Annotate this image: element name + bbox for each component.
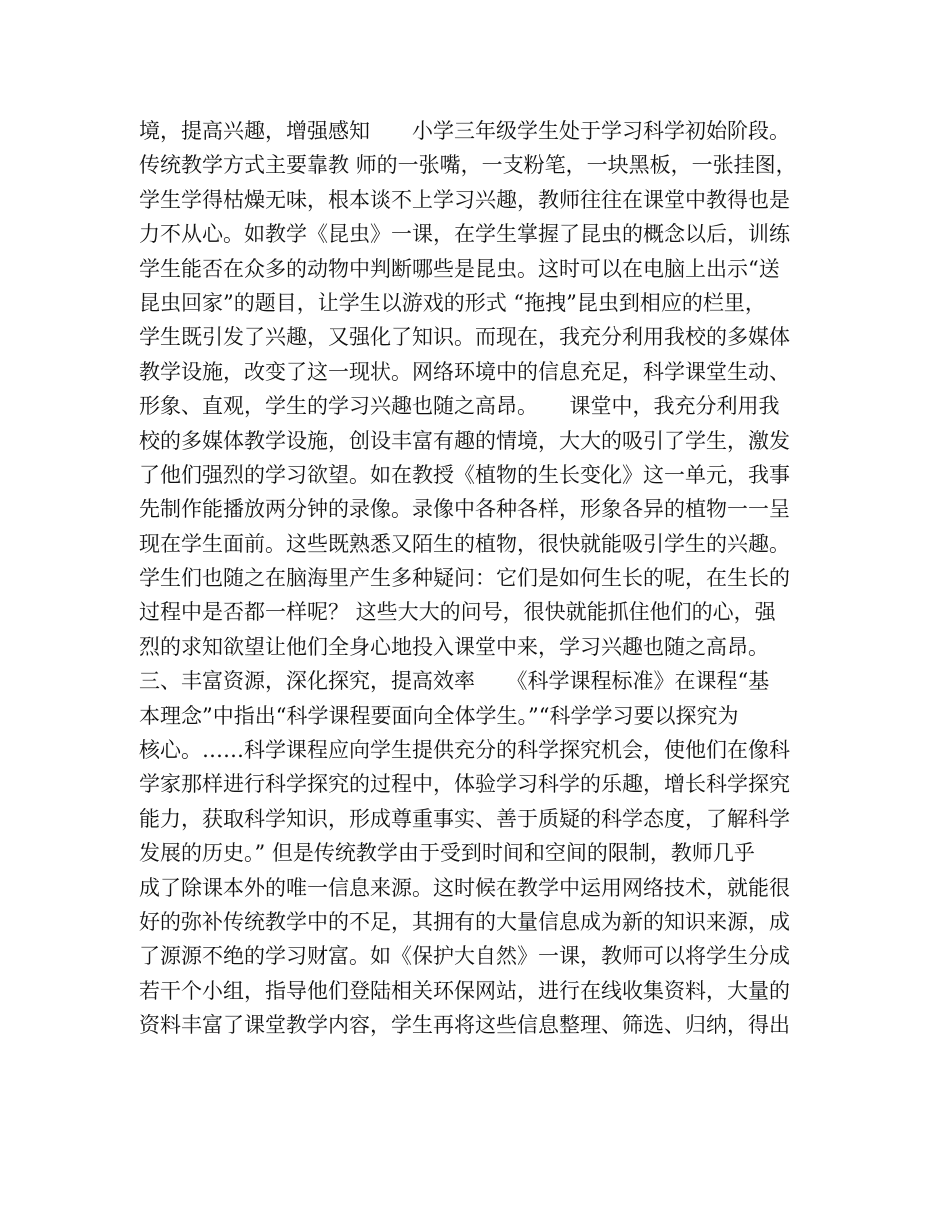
text-line: 形象、直观，学生的学习兴趣也随之高昂。 课堂中，我充分利用我 <box>139 394 780 419</box>
body-text <box>139 114 839 1043</box>
text-line: 烈的求知欲望让他们全身心地投入课堂中来，学习兴趣也随之高昂。 <box>139 634 769 659</box>
text-line: 成了除课本外的唯一信息来源。这时候在教学中运用网络技术，就能很 <box>139 875 790 900</box>
text-line: 能力，获取科学知识，形成尊重事实、善于质疑的科学态度，了解科学 <box>139 806 790 831</box>
text-line: 过程中是否都一样呢？ 这些大大的问号，很快就能抓住他们的心，强 <box>139 600 776 625</box>
text-line: 了他们强烈的学习欲望。如在教授《植物的生长变化》这一单元，我事 <box>139 462 790 487</box>
text-line: 学生学得枯燥无味，根本谈不上学习兴趣，教师往往在课堂中教得也是 <box>139 187 790 212</box>
text-line: 校的多媒体教学设施，创设丰富有趣的情境，大大的吸引了学生，激发 <box>139 428 790 453</box>
text-line: 传统教学方式主要靠教 师的一张嘴，一支粉笔，一块黑板，一张挂图， <box>139 153 797 178</box>
text-line: 境，提高兴趣，增强感知 小学三年级学生处于学习科学初始阶段。 <box>139 119 790 143</box>
text-line: 本理念”中指出“科学课程要面向全体学生。”“科学学习要以探究为 <box>139 703 739 728</box>
text-line: 核心。……科学课程应向学生提供充分的科学探究机会，使他们在像科 <box>139 738 790 763</box>
text-line: 发展的历史。” 但是传统教学由于受到时间和空间的限制，教师几乎 <box>139 841 755 866</box>
text-line: 好的弥补传统教学中的不足，其拥有的大量信息成为新的知识来源，成 <box>139 909 790 934</box>
section-heading-line: 三、丰富资源，深化探究，提高效率 《科学课程标准》在课程“基 <box>139 669 770 694</box>
text-line: 昆虫回家”的题目，让学生以游戏的形式 “拖拽”昆虫到相应的栏里， <box>139 290 766 315</box>
text-line: 现在学生面前。这些既熟悉又陌生的植物，很快就能吸引学生的兴趣。 <box>139 531 790 556</box>
text-line: 学生们也随之在脑海里产生多种疑问：它们是如何生长的呢，在生长的 <box>139 566 790 591</box>
text-line: 了源源不绝的学习财富。如《保护大自然》一课，教师可以将学生分成 <box>139 944 790 969</box>
text-line: 学家那样进行科学探究的过程中，体验学习科学的乐趣，增长科学探究 <box>139 772 790 797</box>
text-line: 学生既引发了兴趣，又强化了知识。而现在，我充分利用我校的多媒体 <box>139 325 790 350</box>
text-line: 若干个小组，指导他们登陆相关环保网站，进行在线收集资料，大量的 <box>139 978 790 1003</box>
text-line: 力不从心。如教学《昆虫》一课，在学生掌握了昆虫的概念以后，训练 <box>139 222 790 247</box>
text-line: 资料丰富了课堂教学内容，学生再将这些信息整理、筛选、归纳，得出 <box>139 1013 790 1038</box>
text-line: 学生能否在众多的动物中判断哪些是昆虫。这时可以在电脑上出示“送 <box>139 256 780 281</box>
text-line: 教学设施，改变了这一现状。网络环境中的信息充足，科学课堂生动、 <box>139 359 790 384</box>
text-line: 先制作能播放两分钟的录像。录像中各种各样，形象各异的植物一一呈 <box>139 497 790 522</box>
